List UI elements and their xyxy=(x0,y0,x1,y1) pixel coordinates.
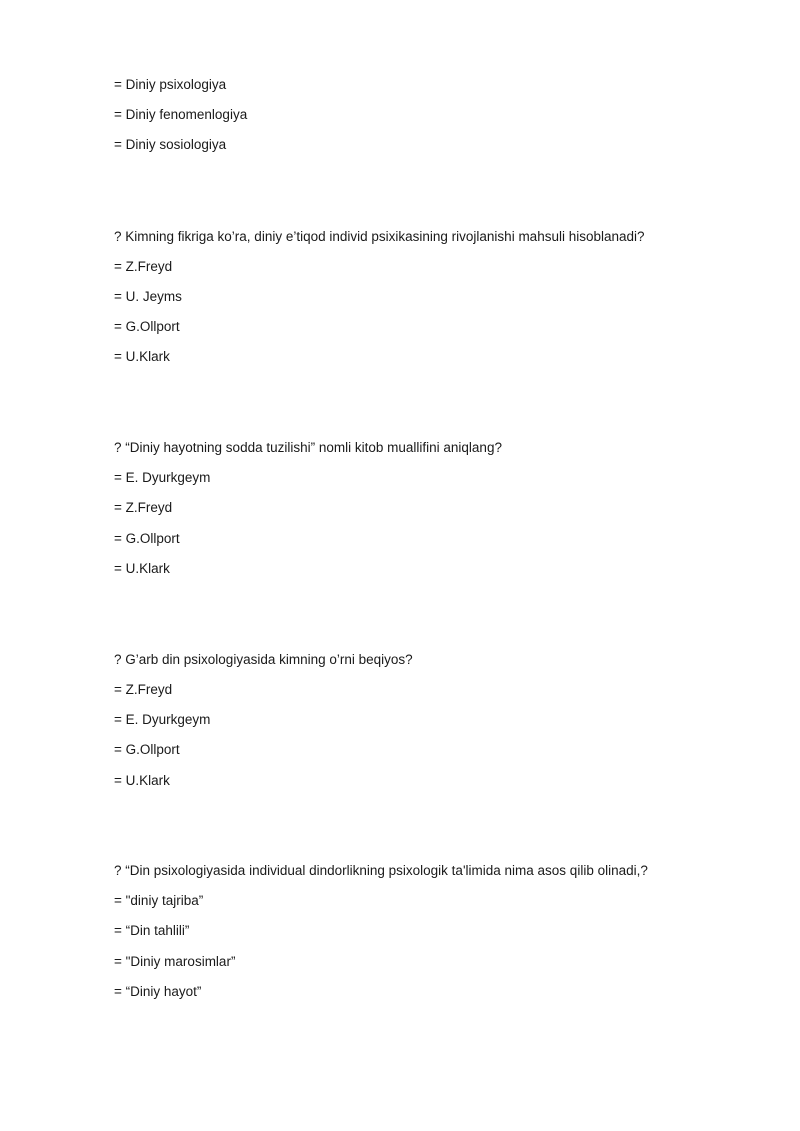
answer-option: = G.Ollport xyxy=(114,319,180,334)
answer-option: = U. Jeyms xyxy=(114,289,182,304)
answer-option: = "Diniy marosimlar” xyxy=(114,954,236,969)
answer-option: = “Din tahlili” xyxy=(114,923,190,938)
answer-option: = Diniy fenomenlogiya xyxy=(114,107,248,122)
answer-option: = "diniy tajriba” xyxy=(114,893,204,908)
answer-option: = G.Ollport xyxy=(114,531,180,546)
answer-option: = Z.Freyd xyxy=(114,682,173,697)
answer-option: = U.Klark xyxy=(114,349,170,364)
answer-option: = U.Klark xyxy=(114,773,170,788)
answer-option: = Z.Freyd xyxy=(114,259,173,274)
question-text: ? G’arb din psixologiyasida kimning o’rni beqiyos? xyxy=(114,652,413,667)
question-text: ? Kimning fikriga ko’ra, diniy e’tiqod individ psixikasining rivojlanishi mahsuli hisoblanadi? xyxy=(114,229,645,244)
answer-option: = Diniy psixologiya xyxy=(114,77,227,92)
answer-option: = U.Klark xyxy=(114,561,170,576)
answer-option: = Diniy sosiologiya xyxy=(114,137,227,152)
answer-option: = Z.Freyd xyxy=(114,500,173,515)
question-text: ? “Diniy hayotning sodda tuzilishi” nomli kitob muallifini aniqlang? xyxy=(114,440,502,455)
answer-option: = “Diniy hayot” xyxy=(114,984,202,999)
answer-option: = G.Ollport xyxy=(114,742,180,757)
question-text: ? “Din psixologiyasida individual dindorlikning psixologik ta'limida nima asos qilib olinadi,? xyxy=(114,863,648,878)
answer-option: = E. Dyurkgeym xyxy=(114,470,211,485)
answer-option: = E. Dyurkgeym xyxy=(114,712,211,727)
